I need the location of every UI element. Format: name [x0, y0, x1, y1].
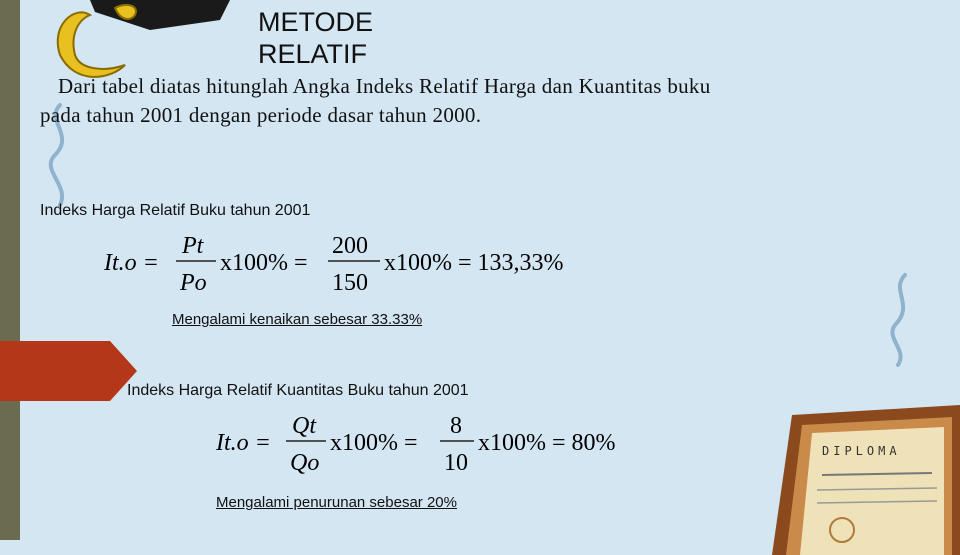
decorative-swirl-icon — [880, 270, 920, 370]
slide-title: METODE RELATIF — [258, 7, 374, 69]
formula-result: x100% = 133,33% — [384, 250, 564, 276]
formula-numerator-symbol: Pt — [182, 233, 204, 259]
formula-numerator-value: 200 — [332, 233, 368, 259]
red-arrow-marker — [0, 341, 137, 401]
left-side-band — [0, 0, 20, 540]
formula-numerator-symbol: Qt — [292, 413, 316, 439]
formula-denominator-symbol: Po — [180, 270, 207, 296]
quantity-index-formula — [216, 408, 666, 483]
formula-denominator-value: 10 — [444, 450, 468, 476]
formula-multiplier: x100% = — [330, 430, 418, 456]
intro-text — [40, 72, 860, 130]
formula-numerator-value: 8 — [450, 413, 462, 439]
diploma-heading: DIPLOMA — [822, 444, 901, 458]
formula-lhs: It.o = — [216, 430, 271, 456]
intro-line-1: Dari tabel diatas hitunglah Angka Indeks Relatif Harga dan Kuantitas buku — [58, 74, 711, 98]
price-index-formula — [104, 228, 604, 303]
formula-result: x100% = 80% — [478, 430, 616, 456]
formula-multiplier: x100% = — [220, 250, 308, 276]
price-index-label: Indeks Harga Relatif Buku tahun 2001 — [40, 202, 311, 219]
formula-lhs: It.o = — [104, 250, 159, 276]
price-change-note: Mengalami kenaikan sebesar 33.33% — [172, 311, 423, 328]
quantity-index-label: Indeks Harga Relatif Kuantitas Buku tahun 2001 — [127, 382, 469, 399]
intro-line-2: pada tahun 2001 dengan periode dasar tahun 2000. — [40, 103, 482, 127]
formula-denominator-symbol: Qo — [290, 450, 320, 476]
formula-denominator-value: 150 — [332, 270, 368, 296]
diploma-frame-icon — [772, 405, 960, 555]
quantity-change-note: Mengalami penurunan sebesar 20% — [216, 494, 457, 511]
